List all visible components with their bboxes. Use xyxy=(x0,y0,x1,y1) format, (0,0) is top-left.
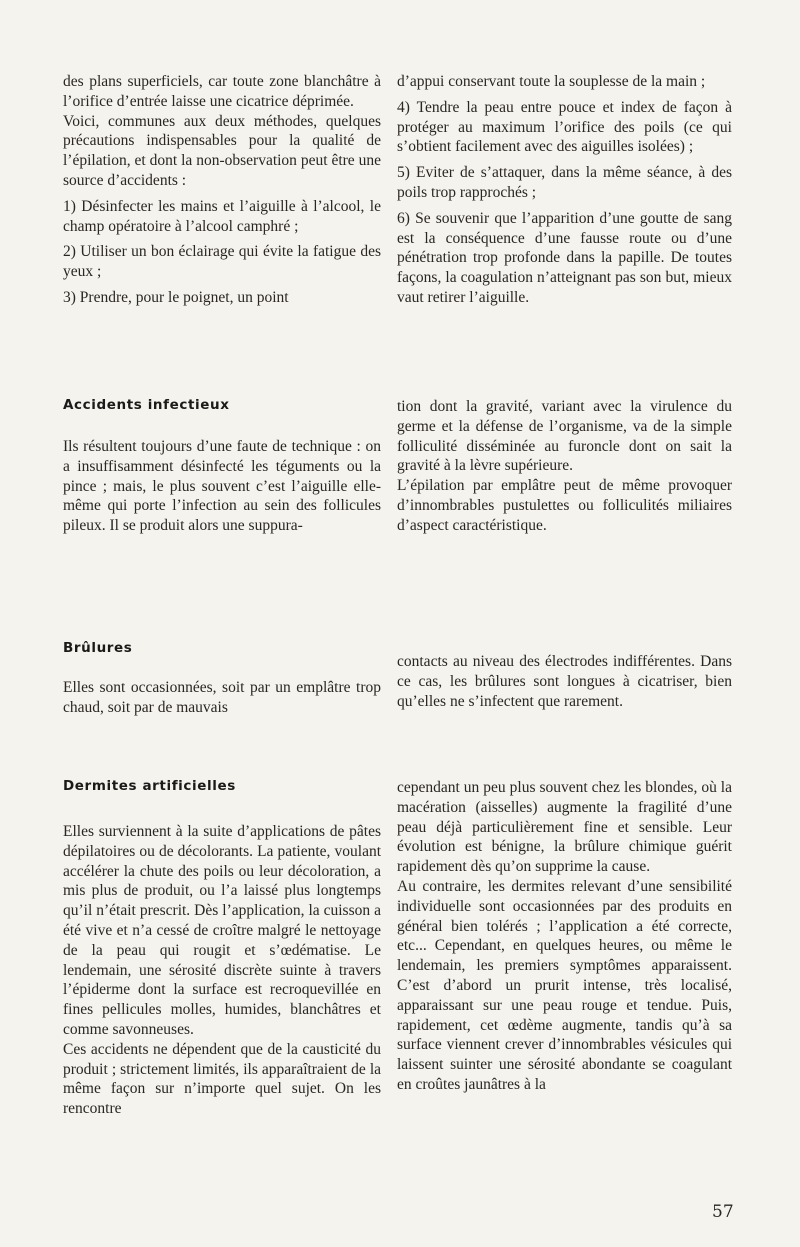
section-right-column xyxy=(397,652,732,711)
paragraph: Ils résultent toujours d’une faute de technique : on a insuffisamment désinfecté les téguments ou la pince ; mais, le plus souvent c’est l’aiguille elle-même qui porte l’infection au sein des follicules pileux. Il se produit alors une suppura- xyxy=(63,438,381,535)
paragraph: Voici, communes aux deux méthodes, quelques précautions indispensables pour la qualité de l’épilation, et dont la non-observation peut être une source d’accidents : xyxy=(63,112,381,189)
section-heading: Accidents infectieux xyxy=(63,397,230,413)
list-item: 1) Désinfecter les mains et l’aiguille à l’alcool, le champ opératoire à l’alcool camphré ; xyxy=(63,197,381,235)
paragraph: contacts au niveau des électrodes indifférentes. Dans ce cas, les brûlures sont longues à cicatriser, bien qu’elles ne s’infectent que rarement. xyxy=(397,653,732,710)
section-heading: Brûlures xyxy=(63,640,133,656)
paragraph: Ces accidents ne dépendent que de la causticité du produit ; strictement limités, ils apparaîtraient de la même façon sur n’importe quel sujet. On les rencontre xyxy=(63,1040,381,1118)
section-heading: Dermites artificielles xyxy=(63,778,236,794)
list-item: 5) Eviter de s’attaquer, dans la même séance, à des poils trop rapprochés ; xyxy=(397,164,732,201)
page-number: 57 xyxy=(712,1202,734,1222)
list-item: d’appui conservant toute la souplesse de la main ; xyxy=(397,73,706,90)
paragraph: tion dont la gravité, variant avec la virulence du germe et la défense de l’organisme, va de la simple folliculité disséminée au furoncle dont on sait la gravité à la lèvre supérieure. xyxy=(397,398,732,475)
list-item: 4) Tendre la peau entre pouce et index de façon à protéger au maximum l’orifice des poils (ce qui s’obtient facilement avec des aiguilles isolées) ; xyxy=(397,98,732,156)
paragraph: cependant un peu plus souvent chez les blondes, où la macération (aisselles) augmente la fragilité d’une peau déjà particulièrement fine et sensible. Leur évolution est bénigne, la brûlure chimique guérit rapidement dès qu’on supprime la cause. xyxy=(397,779,732,876)
list-item: 3) Prendre, pour le poignet, un point xyxy=(63,288,289,306)
section-right-column xyxy=(397,778,732,1095)
section-left-column xyxy=(63,437,381,536)
section-left-column xyxy=(63,822,381,1119)
paragraph: Au contraire, les dermites relevant d’une sensibilité individuelle sont occasionnées par des produits en général bien tolérés ; l’application a été correcte, etc... Cependant, en quelques heures, ou même le lendemain, les premiers symptômes apparaissent. C’est d’abord un prurit intense, très localisé, apparaissant sur une peau rouge et tendue. Puis, rapidement, cet œdème augmente, tandis qu’à sa surface viennent crever d’innombrables vésicules qui laissent suinter une sérosité abondante se coagulant en croûtes jaunâtres à la xyxy=(397,877,732,1093)
intro-right-column xyxy=(397,72,732,308)
paragraph: des plans superficiels, car toute zone blanchâtre à l’orifice d’entrée laisse une cicatrice déprimée. xyxy=(63,73,381,110)
section-right-column xyxy=(397,397,732,536)
intro-left-column xyxy=(63,72,381,308)
paragraph: Elles surviennent à la suite d’applications de pâtes dépilatoires ou de décolorants. La patiente, voulant accélérer la chute des poils ou leur décoloration, a mis plus de produit, ou l’a laissé plus longtemps qu’il n’était prescrit. Dès l’application, la cuisson a été vive et n’a cessé de croître malgré le nettoyage de la peau qui rougit et s’œdématise. Le lendemain, une sérosité discrète suinte à travers l’épiderme dont la surface est recroquevillée en fines pellicules molles, humides, blanchâtres et comme savonneuses. xyxy=(63,823,381,1038)
list-item: 2) Utiliser un bon éclairage qui évite la fatigue des yeux ; xyxy=(63,243,381,281)
paragraph: Elles sont occasionnées, soit par un emplâtre trop chaud, soit par de mauvais xyxy=(63,679,381,716)
section-left-column xyxy=(63,678,381,718)
paragraph: L’épilation par emplâtre peut de même provoquer d’innombrables pustulettes ou folliculités miliaires d’aspect caractéristique. xyxy=(397,477,732,534)
list-item: 6) Se souvenir que l’apparition d’une goutte de sang est la conséquence d’une fausse route ou d’une pénétration trop profonde dans la papille. De toutes façons, la coagulation n’atteignant pas son but, mieux vaut retirer l’aiguille. xyxy=(397,209,732,306)
